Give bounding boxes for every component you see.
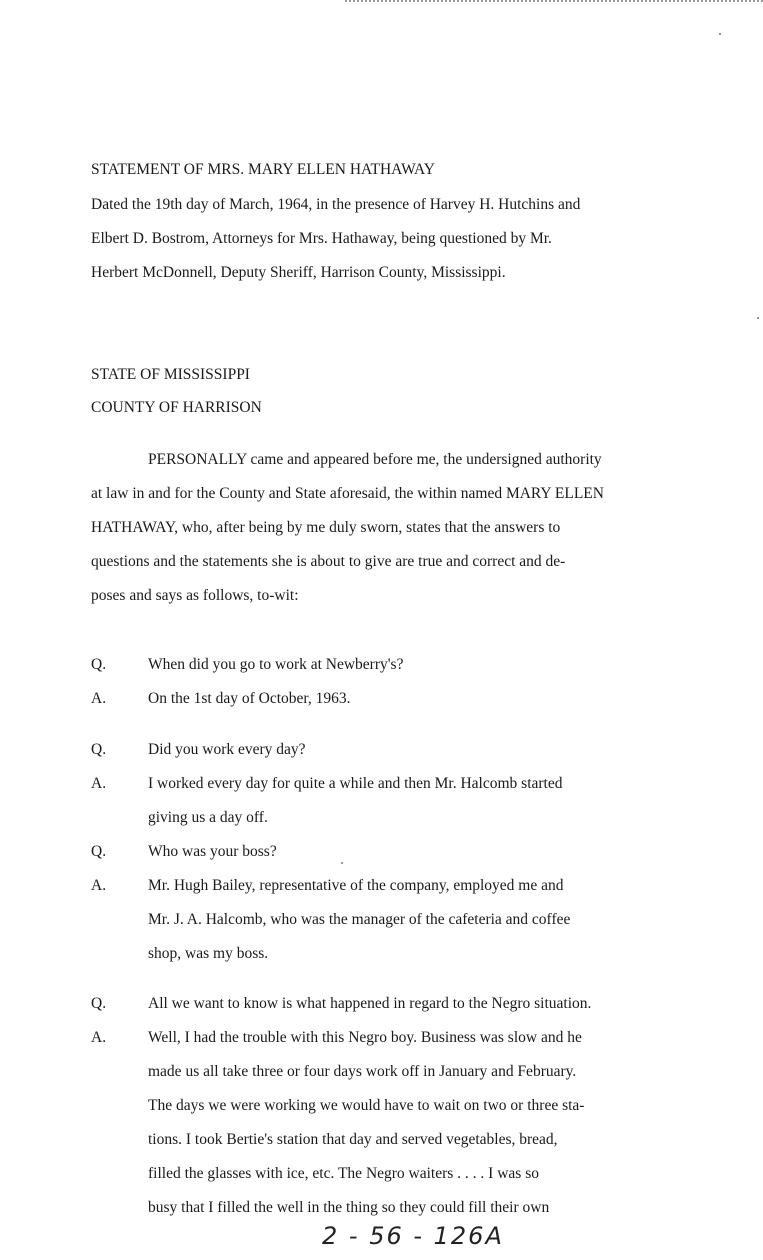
oath-paragraph [91, 443, 716, 613]
qa-text [148, 987, 591, 1021]
qa-text [148, 1021, 584, 1225]
top-dotted-border [345, 0, 763, 6]
statement-title: STATEMENT OF MRS. MARY ELLEN HATHAWAY [91, 161, 435, 178]
qa-label: A. [91, 690, 107, 707]
oath-line: PERSONALLY came and appeared before me, the undersigned authority [148, 451, 602, 468]
qa-line: Well, I had the trouble with this Negro boy. Business was slow and he [148, 1029, 582, 1046]
dated-line: Herbert McDonnell, Deputy Sheriff, Harrison County, Mississippi. [91, 264, 506, 281]
qa-line: I worked every day for quite a while and then Mr. Halcomb started [148, 775, 563, 792]
oath-line: at law in and for the County and State aforesaid, the within named MARY ELLEN [91, 485, 604, 502]
venue-county: COUNTY OF HARRISON [91, 399, 262, 416]
qa-line: Did you work every day? [148, 741, 306, 758]
dated-paragraph [91, 188, 716, 290]
qa-line: Mr. J. A. Halcomb, who was the manager of the cafeteria and coffee [148, 911, 571, 928]
qa-line: On the 1st day of October, 1963. [148, 690, 351, 707]
qa-label: Q. [91, 843, 107, 860]
scan-speck [341, 862, 343, 864]
qa-text [148, 648, 403, 682]
qa-text [148, 835, 277, 869]
qa-text [148, 767, 563, 835]
qa-line: All we want to know is what happened in regard to the Negro situation. [148, 995, 592, 1012]
dated-line: Dated the 19th day of March, 1964, in the presence of Harvey H. Hutchins and [91, 196, 581, 213]
qa-label: Q. [91, 995, 107, 1012]
qa-label: A. [91, 1029, 107, 1046]
qa-text [148, 869, 570, 971]
qa-label: A. [91, 775, 107, 792]
qa-line: giving us a day off. [148, 809, 268, 826]
scan-speck [719, 33, 721, 35]
qa-text [148, 733, 306, 767]
scan-speck [757, 317, 759, 319]
qa-line: The days we were working we would have to wait on two or three sta- [148, 1097, 585, 1114]
dated-line: Elbert D. Bostrom, Attorneys for Mrs. Hathaway, being questioned by Mr. [91, 230, 552, 247]
qa-line: tions. I took Bertie's station that day and served vegetables, bread, [148, 1131, 558, 1148]
qa-label: Q. [91, 741, 107, 758]
qa-line: Mr. Hugh Bailey, representative of the company, employed me and [148, 877, 564, 894]
qa-line: shop, was my boss. [148, 945, 269, 962]
qa-label: A. [91, 877, 107, 894]
qa-text [148, 682, 351, 716]
qa-line: made us all take three or four days work off in January and February. [148, 1063, 577, 1080]
qa-line: filled the glasses with ice, etc. The Negro waiters . . . . I was so [148, 1165, 539, 1182]
qa-line: busy that I filled the well in the thing so they could fill their own [148, 1199, 550, 1216]
handwritten-page-number: 2 - 56 - 126A [322, 1222, 504, 1250]
qa-label: Q. [91, 656, 107, 673]
oath-line: questions and the statements she is about to give are true and correct and de- [91, 553, 566, 570]
oath-line: poses and says as follows, to-wit: [91, 587, 299, 604]
venue-state: STATE OF MISSISSIPPI [91, 366, 250, 383]
qa-line: Who was your boss? [148, 843, 277, 860]
qa-line: When did you go to work at Newberry's? [148, 656, 404, 673]
oath-line: HATHAWAY, who, after being by me duly sworn, states that the answers to [91, 519, 561, 536]
